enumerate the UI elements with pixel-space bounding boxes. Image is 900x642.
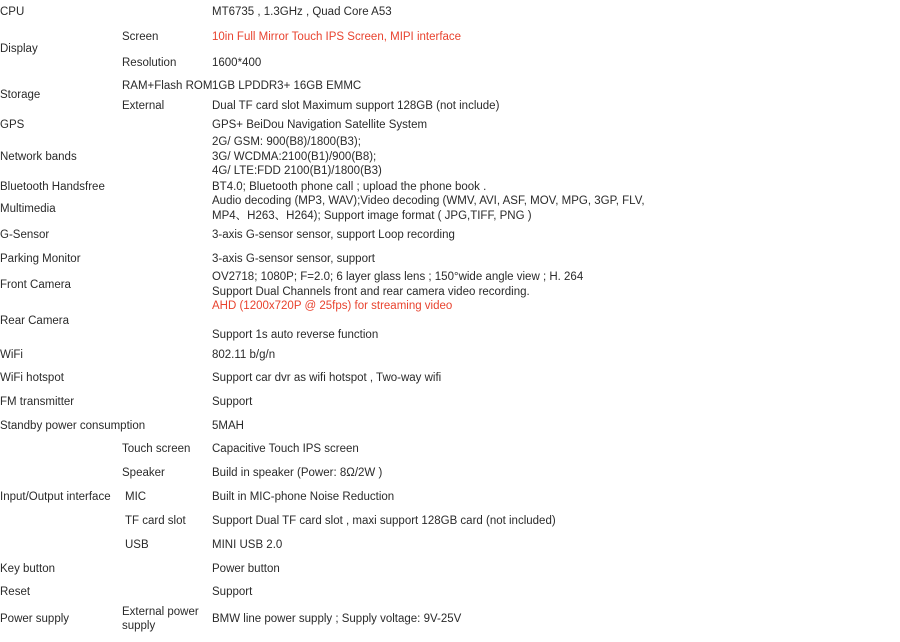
- rear-camera-line: AHD (1200x720P @ 25fps) for streaming video: [212, 300, 453, 313]
- standby-power-label: Standby power consumption: [0, 419, 146, 432]
- key-button-value: Power button: [212, 562, 280, 575]
- wifi-hotspot-label: WiFi hotspot: [0, 372, 64, 384]
- usb-value: MINI USB 2.0: [212, 538, 283, 551]
- speaker-value: Build in speaker (Power: 8Ω/2W ): [212, 467, 383, 479]
- spec-row-display-screen: [0, 23, 900, 50]
- rear-camera-label: Rear Camera: [0, 315, 70, 327]
- multimedia-line: MP4、H263、H264); Support image format ( JPG,TIFF, PNG ): [212, 209, 532, 222]
- spec-row-cpu: [0, 0, 900, 23]
- fm-transmitter-label: FM transmitter: [0, 396, 75, 408]
- tf-card-slot-label: TF card slot: [125, 514, 186, 527]
- ram-flash-value: 1GB LPDDR3+ 16GB EMMC: [212, 79, 362, 92]
- spec-row-key-button: [0, 557, 900, 580]
- cpu-label: CPU: [0, 5, 25, 18]
- touch-screen-value: Capacitive Touch IPS screen: [212, 443, 359, 455]
- front-camera-value: [212, 270, 900, 299]
- ram-flash-label: RAM+Flash ROM: [122, 79, 213, 92]
- spec-row-gps: [0, 115, 900, 134]
- io-interface-label: Input/Output interface: [0, 491, 111, 503]
- spec-row-wifi-hotspot: [0, 366, 900, 390]
- screen-label: Screen: [122, 30, 159, 43]
- cpu-value: MT6735 , 1.3GHz , Quad Core A53: [212, 5, 392, 18]
- spec-row-fm-transmitter: [0, 390, 900, 414]
- front-camera-label: Front Camera: [0, 278, 71, 291]
- external-power-supply-value: BMW line power supply ; Supply voltage: 9V-25V: [212, 613, 462, 625]
- resolution-label: Resolution: [122, 56, 177, 69]
- rear-camera-value: [212, 299, 900, 343]
- spec-row-standby-power: [0, 414, 900, 437]
- spec-row-g-sensor: [0, 223, 900, 247]
- resolution-value: 1600*400: [212, 56, 262, 69]
- front-camera-line: Support Dual Channels front and rear camera video recording.: [212, 285, 530, 298]
- multimedia-label: Multimedia: [0, 202, 56, 215]
- g-sensor-label: G-Sensor: [0, 229, 50, 241]
- multimedia-value: [212, 194, 900, 223]
- gps-label: GPS: [0, 118, 25, 131]
- wifi-value: 802.11 b/g/n: [212, 348, 276, 361]
- display-label: Display: [0, 43, 38, 55]
- network-band-line: 3G/ WCDMA:2100(B1)/900(B8);: [212, 150, 377, 163]
- mic-value: Built in MIC-phone Noise Reduction: [212, 491, 395, 503]
- rear-camera-line: Support 1s auto reverse function: [212, 329, 379, 342]
- spec-row-rear-camera: [0, 299, 900, 343]
- spec-row-io-tf-card-slot: [0, 509, 900, 532]
- touch-screen-label: Touch screen: [122, 443, 191, 455]
- parking-monitor-label: Parking Monitor: [0, 252, 81, 265]
- spec-row-network-bands: [0, 134, 900, 180]
- rear-camera-spacer: [212, 314, 900, 329]
- spec-row-io-usb: [0, 532, 900, 557]
- wifi-hotspot-value: Support car dvr as wifi hotspot , Two-way wifi: [212, 372, 442, 384]
- reset-value: Support: [212, 586, 253, 598]
- spec-row-parking-monitor: [0, 247, 900, 270]
- external-storage-label: External: [122, 99, 165, 112]
- speaker-label: Speaker: [122, 467, 165, 479]
- external-power-supply-label: External power supply: [122, 606, 199, 632]
- external-storage-value: Dual TF card slot Maximum support 128GB (not include): [212, 99, 500, 112]
- spec-row-io-touch-screen: [0, 437, 900, 461]
- reset-label: Reset: [0, 586, 31, 598]
- wifi-label: WiFi: [0, 348, 23, 361]
- multimedia-line: Audio decoding (MP3, WAV);Video decoding (WMV, AVI, ASF, MOV, MPG, 3GP, FLV,: [212, 195, 645, 207]
- spec-row-power-supply: [0, 604, 900, 634]
- standby-power-value: 5MAH: [212, 419, 244, 432]
- spec-row-wifi: [0, 343, 900, 366]
- front-camera-line: OV2718; 1080P; F=2.0; 6 layer glass lens ; 150°wide angle view ; H. 264: [212, 271, 584, 283]
- power-supply-label: Power supply: [0, 613, 70, 625]
- usb-label: USB: [125, 538, 149, 551]
- spec-row-io-speaker: [0, 461, 900, 485]
- spec-row-storage-ram: [0, 75, 900, 96]
- network-band-line: 2G/ GSM: 900(B8)/1800(B3);: [212, 136, 361, 149]
- spec-row-io-mic: [0, 485, 900, 509]
- spec-row-reset: [0, 580, 900, 604]
- tf-card-slot-value: Support Dual TF card slot , maxi support 128GB card (not included): [212, 514, 556, 527]
- spec-row-multimedia: [0, 194, 900, 223]
- mic-label: MIC: [125, 491, 147, 503]
- gps-value: GPS+ BeiDou Navigation Satellite System: [212, 118, 428, 131]
- bluetooth-label: Bluetooth Handsfree: [0, 181, 105, 193]
- network-bands-value: [212, 134, 900, 180]
- spec-row-front-camera: [0, 270, 900, 299]
- bluetooth-value: BT4.0; Bluetooth phone call ; upload the phone book .: [212, 181, 487, 193]
- fm-transmitter-value: Support: [212, 396, 253, 408]
- key-button-label: Key button: [0, 562, 55, 575]
- screen-value: 10in Full Mirror Touch IPS Screen, MIPI interface: [212, 30, 462, 43]
- spec-row-bluetooth: [0, 180, 900, 194]
- network-bands-label: Network bands: [0, 151, 77, 163]
- spec-row-storage-external: [0, 96, 900, 115]
- g-sensor-value: 3-axis G-sensor sensor, support Loop recording: [212, 229, 455, 241]
- storage-label: Storage: [0, 89, 41, 101]
- network-band-line: 4G/ LTE:FDD 2100(B1)/1800(B3): [212, 165, 382, 178]
- spec-row-display-resolution: [0, 50, 900, 75]
- parking-monitor-value: 3-axis G-sensor sensor, support: [212, 252, 375, 265]
